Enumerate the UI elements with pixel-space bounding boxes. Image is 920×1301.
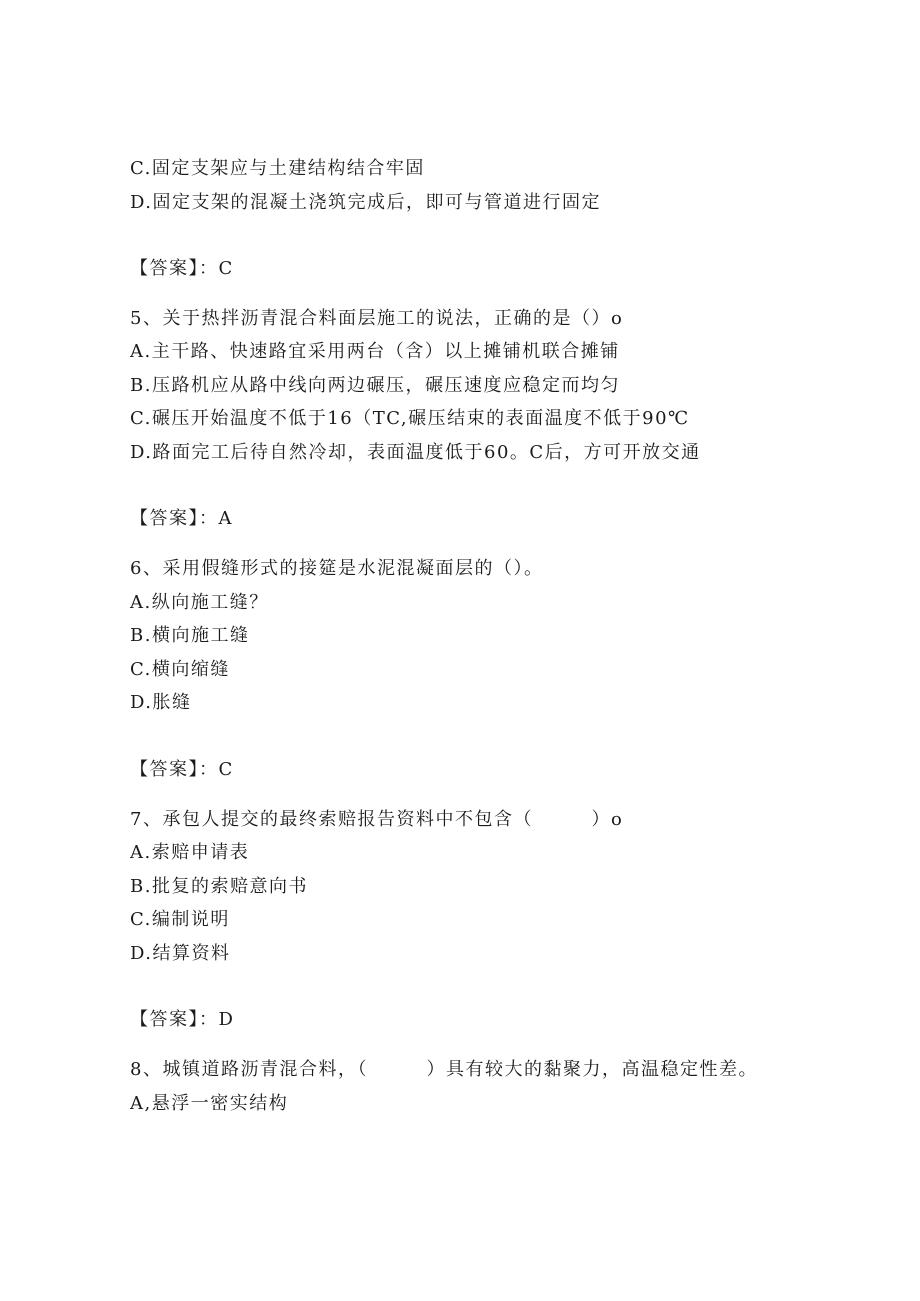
q5-stem: 5、关于热拌沥青混合料面层施工的说法，正确的是（）o — [130, 308, 624, 329]
q5-answer: 【答案】：A — [130, 508, 233, 529]
q8-stem: 8、城镇道路沥青混合料，（ ）具有较大的黏聚力，高温稳定性差。 — [130, 1059, 758, 1080]
q8-option-a: A,悬浮一密实结构 — [130, 1093, 289, 1114]
q7-stem: 7、承包人提交的最终索赔报告资料中不包含（ ）o — [130, 809, 624, 830]
q7-option-a: A.索赔申请表 — [130, 842, 250, 863]
q6-option-b: B.横向施工缝 — [130, 625, 250, 646]
q7-option-b: B.批复的索赔意向书 — [130, 876, 308, 897]
q5-option-a: A.主干路、快速路宜采用两台（含）以上摊铺机联合摊铺 — [130, 341, 620, 362]
q4-answer: 【答案】：C — [130, 258, 234, 279]
q5-option-b: B.压路机应从路中线向两边碾压，碾压速度应稳定而均匀 — [130, 375, 620, 396]
q6-stem: 6、采用假缝形式的接筵是水泥混凝面层的（）。 — [130, 558, 544, 579]
q4-option-d: D.固定支架的混凝土浇筑完成后，即可与管道进行固定 — [130, 192, 602, 213]
q4-option-c: C.固定支架应与土建结构结合牢固 — [130, 158, 425, 179]
q6-option-d: D.胀缝 — [130, 692, 192, 713]
q6-option-c: C.横向缩缝 — [130, 659, 230, 680]
q7-answer: 【答案】：D — [130, 1009, 235, 1030]
q5-option-c: C.碾压开始温度不低于16（TC,碾压结束的表面温度不低于90℃ — [130, 408, 690, 429]
q6-option-a: A.纵向施工缝？ — [130, 592, 269, 613]
q7-option-c: C.编制说明 — [130, 909, 230, 930]
q7-option-d: D.结算资料 — [130, 943, 231, 964]
q6-answer: 【答案】：C — [130, 759, 234, 780]
q5-option-d: D.路面完工后待自然冷却，表面温度低于60。C后，方可开放交通 — [130, 442, 701, 463]
